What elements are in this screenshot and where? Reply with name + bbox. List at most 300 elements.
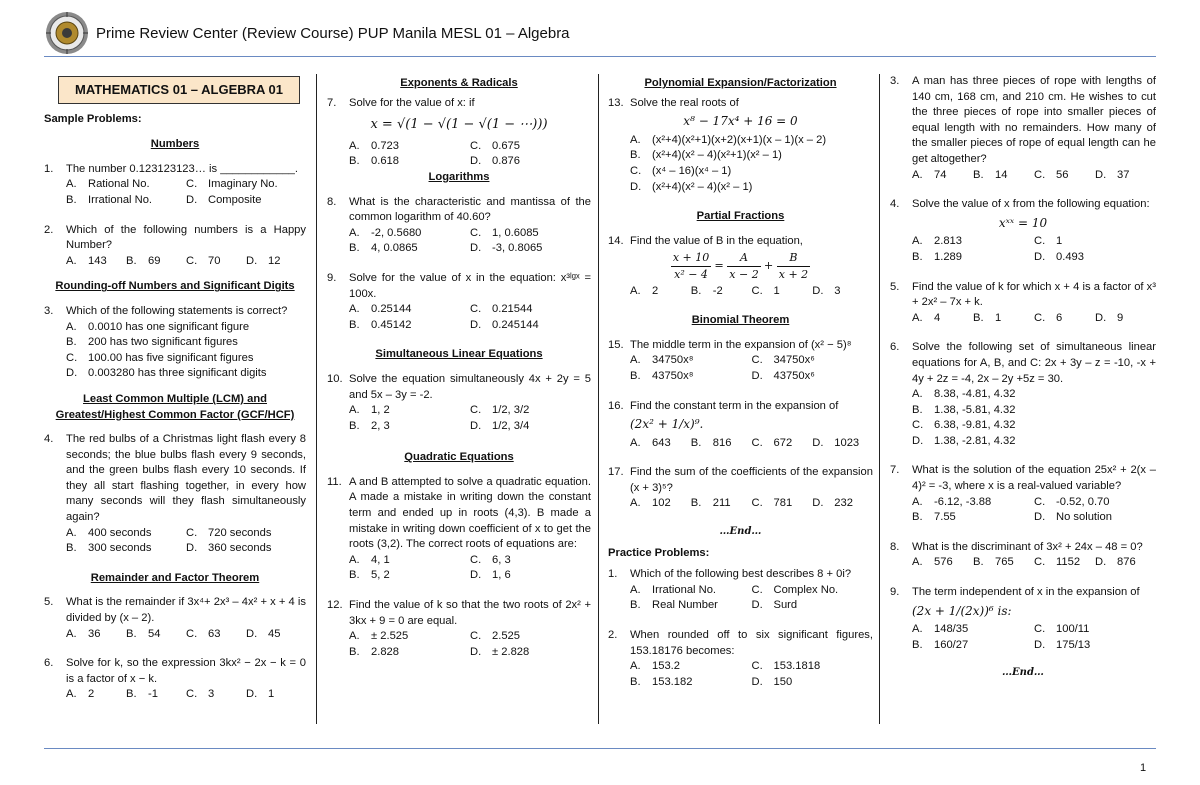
- option-text: 300 seconds: [88, 542, 152, 555]
- option-letter: D.: [470, 569, 482, 582]
- answer-options: [912, 234, 1156, 265]
- option-letter: C.: [186, 526, 198, 539]
- option-text: 8.38, -4.81, 4.32: [934, 388, 1016, 401]
- option-letter: A.: [66, 320, 77, 333]
- question-number: 9.: [890, 586, 900, 599]
- question: [890, 197, 1156, 213]
- question: [890, 585, 1156, 601]
- section-heading: Partial Fractions: [696, 210, 785, 223]
- section-heading: Remainder and Factor Theorem: [90, 571, 260, 584]
- option-text: Irrational No.: [652, 583, 717, 596]
- option-letter: A.: [912, 495, 923, 508]
- option-text: 69: [148, 254, 161, 267]
- question-number: 11.: [327, 475, 342, 488]
- question-text: A and B attempted to solve a quadratic equation. A made a mistake in writing down the constant term and ended up in roots (4,3). B made a mistake in writing down coefficient of x to get the roots (3,2). The correct roots of equations are:: [349, 475, 591, 551]
- question: [890, 74, 1156, 168]
- option-letter: C.: [66, 351, 78, 364]
- option-text: 672: [773, 436, 793, 449]
- section-heading: Greatest/Highest Common Factor (GCF/HCF): [55, 408, 295, 421]
- option-text: 12: [268, 254, 281, 267]
- question-number: 5.: [44, 596, 54, 609]
- section-heading: Numbers: [150, 138, 200, 151]
- option-text: 0.21544: [492, 303, 533, 316]
- option-letter: D.: [1034, 638, 1046, 651]
- option-letter: A.: [349, 404, 360, 417]
- answer-options: [66, 627, 306, 643]
- option-letter: B.: [126, 627, 137, 640]
- question: [44, 223, 306, 254]
- question: [890, 340, 1156, 387]
- answer-options: [349, 403, 591, 434]
- question-text: Solve the real roots of: [630, 96, 739, 109]
- option-text: (x²+4)(x²+1)(x+2)(x+1)(x – 1)(x – 2): [652, 133, 827, 146]
- option-text: 54: [148, 627, 161, 640]
- option-text: 1/2, 3/2: [492, 404, 530, 417]
- option-letter: A.: [912, 556, 923, 569]
- question: [890, 463, 1156, 494]
- option-text: 0.675: [492, 139, 520, 152]
- question-number: 7.: [890, 464, 900, 477]
- option-text: 100.00 has five significant figures: [88, 351, 254, 364]
- option-letter: C.: [186, 178, 198, 191]
- question-number: 14.: [608, 234, 624, 247]
- option-text: 175/13: [1056, 638, 1091, 651]
- option-text: 1, 0.6085: [492, 226, 539, 239]
- answer-options: [630, 133, 873, 195]
- option-text: 1: [773, 284, 780, 297]
- option-letter: C.: [1034, 495, 1046, 508]
- option-text: ± 2.525: [371, 630, 409, 643]
- option-letter: A.: [630, 436, 641, 449]
- question-number: 6.: [44, 657, 54, 670]
- option-text: 1152: [1056, 556, 1081, 569]
- option-text: 1: [1056, 235, 1063, 248]
- question-text: When rounded off to six significant figures, 153.18176 becomes:: [630, 629, 873, 657]
- answer-options: [912, 622, 1156, 653]
- option-letter: A.: [349, 139, 360, 152]
- option-letter: B.: [912, 250, 923, 263]
- question-text: Find the value of B in the equation,: [630, 234, 803, 247]
- option-text: 74: [934, 168, 947, 181]
- option-letter: C.: [470, 139, 482, 152]
- option-letter: A.: [66, 627, 77, 640]
- question-text: The red bulbs of a Christmas light flash every 8 seconds; the blue bulbs flash every 9 seconds, and the green bulbs flash every 10 seconds. If they all start flashing together, in every how many seconds will they flash simultaneously again?: [66, 433, 306, 524]
- option-text: 4, 0.0865: [371, 242, 418, 255]
- option-text: 211: [712, 497, 731, 510]
- option-letter: C.: [751, 354, 763, 367]
- question-number: 10.: [327, 372, 343, 385]
- option-text: -6.12, -3.88: [934, 495, 992, 508]
- option-letter: A.: [912, 311, 923, 324]
- section-heading: Rounding-off Numbers and Significant Digits: [55, 280, 295, 293]
- option-letter: A.: [349, 303, 360, 316]
- answer-options: [912, 387, 1156, 449]
- option-text: 3: [208, 688, 215, 701]
- option-text: 3: [834, 284, 841, 297]
- question-text: What is the solution of the equation 25x² + 2(x – 4)² = -3, where x is a real-valued variable?: [912, 464, 1156, 493]
- option-text: 43750x⁶: [773, 369, 815, 382]
- question-number: 6.: [890, 341, 900, 354]
- question-number: 8.: [890, 540, 900, 553]
- answer-options: [912, 311, 1156, 327]
- option-text: -3, 0.8065: [492, 242, 543, 255]
- option-letter: D.: [186, 542, 198, 555]
- section-heading: Least Common Multiple (LCM) and: [83, 392, 267, 405]
- option-text: 2.525: [492, 630, 520, 643]
- page-header: [44, 10, 570, 56]
- option-letter: D.: [246, 627, 258, 640]
- question-text: Solve for the value of x in the equation: x³ˡᵍˣ = 100x.: [349, 271, 591, 300]
- option-text: (x⁴ – 16)(x⁴ – 1): [652, 164, 732, 177]
- option-text: 720 seconds: [208, 526, 272, 539]
- answer-options: [66, 526, 306, 557]
- option-text: 2, 3: [371, 419, 390, 432]
- option-letter: D.: [1095, 556, 1107, 569]
- math-expression: xˣˣ = 10: [998, 215, 1048, 230]
- option-text: 0.0010 has one significant figure: [88, 320, 250, 333]
- answer-options: [349, 553, 591, 584]
- option-letter: D.: [912, 434, 924, 447]
- option-letter: D.: [751, 599, 763, 612]
- option-text: 153.182: [652, 675, 693, 688]
- question-text: Solve the following set of simultaneous linear equations for A, B, and C: 2x + 3y – z = -10, -x + 4y + 2z = -4, 2x – 2y +5z = 30.: [912, 341, 1156, 385]
- option-text: 200 has two significant figures: [88, 336, 238, 349]
- option-letter: D.: [246, 254, 258, 267]
- question-text: Find the value of k so that the two roots of 2x² + 3kx + 9 = 0 are equal.: [349, 599, 591, 627]
- option-letter: B.: [690, 497, 702, 510]
- option-text: 148/35: [934, 623, 969, 636]
- option-text: 781: [773, 497, 793, 510]
- page-number: 1: [1140, 762, 1147, 774]
- option-letter: B.: [690, 284, 702, 297]
- question-text: Which of the following numbers is a Happy Number?: [66, 223, 306, 252]
- question: [608, 399, 873, 415]
- option-text: 0.245144: [492, 318, 539, 331]
- fraction: $\frac{B}{x + 2}$: [778, 251, 809, 281]
- option-letter: D.: [66, 367, 78, 380]
- option-letter: B.: [973, 556, 984, 569]
- answer-options: [66, 320, 306, 382]
- option-text: 150: [773, 675, 793, 688]
- option-letter: B.: [349, 569, 360, 582]
- option-text: Surd: [773, 599, 798, 612]
- option-letter: A.: [66, 254, 77, 267]
- option-text: 6: [1056, 311, 1063, 324]
- question: [608, 96, 873, 112]
- fraction: $\frac{x + 10}{\text{x² − 4}}$: [672, 251, 710, 281]
- option-letter: B.: [630, 369, 641, 382]
- option-letter: C.: [630, 164, 642, 177]
- option-letter: B.: [630, 149, 641, 162]
- option-text: 7.55: [934, 511, 956, 524]
- option-text: 1.289: [934, 250, 962, 263]
- answer-options: [66, 177, 306, 208]
- answer-options: [630, 583, 873, 614]
- question-text: A man has three pieces of rope with lengths of 140 cm, 168 cm, and 210 cm. He wishes to cut the three pieces of rope into smaller pieces of equal length with no remainders. How many of the smaller pieces of rope of equal length can he get altogether?: [912, 75, 1156, 165]
- document-title: Prime Review Center (Review Course) PUP Manila MESL 01 – Algebra: [96, 24, 570, 42]
- question-text: Solve the equation simultaneously 4x + 2y = 5 and 5x – 3y = -2.: [349, 372, 591, 401]
- question: [327, 271, 591, 302]
- option-text: 1: [995, 311, 1002, 324]
- answer-options: [630, 659, 873, 690]
- question: [327, 475, 591, 553]
- option-letter: C.: [186, 627, 198, 640]
- option-letter: A.: [630, 284, 641, 297]
- question: [44, 304, 306, 320]
- question-number: 3.: [890, 75, 900, 87]
- question: [608, 465, 873, 496]
- question-number: 17.: [608, 466, 624, 479]
- section-heading: Polynomial Expansion/Factorization: [644, 77, 837, 89]
- question-text: Find the value of k for which x + 4 is a factor of x³ + 2x² – 7x + k.: [912, 280, 1156, 309]
- section-heading: Simultaneous Linear Equations: [375, 348, 543, 361]
- question-number: 9.: [327, 271, 337, 284]
- option-text: 2.828: [371, 645, 399, 658]
- option-text: 0.876: [492, 155, 520, 168]
- section-heading: Logarithms: [428, 170, 490, 183]
- option-letter: C.: [912, 419, 924, 432]
- sample-problems-label: Sample Problems:: [44, 112, 142, 125]
- column-divider: [879, 74, 880, 724]
- section-title-box: MATHEMATICS 01 – ALGEBRA 01: [58, 76, 300, 104]
- question: [44, 595, 306, 626]
- school-seal-icon: [44, 10, 90, 56]
- question: [327, 372, 591, 403]
- question-number: 4.: [890, 198, 900, 211]
- option-text: 70: [208, 254, 221, 267]
- option-text: 1/2, 3/4: [492, 419, 530, 432]
- option-text: 876: [1117, 556, 1136, 569]
- option-letter: D.: [812, 436, 824, 449]
- question-number: 1.: [608, 568, 618, 581]
- math-expression: x⁸ − 17x⁴ + 16 = 0: [683, 114, 798, 129]
- section-heading: Binomial Theorem: [691, 314, 790, 327]
- option-letter: D.: [186, 193, 198, 206]
- option-letter: B.: [349, 242, 360, 255]
- option-text: 160/27: [934, 638, 969, 651]
- question-number: 16.: [608, 399, 624, 412]
- section-heading: Quadratic Equations: [404, 451, 514, 464]
- option-letter: A.: [912, 168, 923, 181]
- option-letter: B.: [630, 675, 641, 688]
- question: [44, 656, 306, 687]
- option-letter: A.: [66, 526, 77, 539]
- option-text: Real Number: [652, 599, 718, 612]
- option-text: Imaginary No.: [208, 178, 278, 191]
- option-text: 0.723: [371, 139, 399, 152]
- option-text: Irrational No.: [88, 193, 153, 206]
- option-letter: D.: [751, 369, 763, 382]
- option-text: 102: [652, 497, 671, 510]
- option-letter: B.: [66, 193, 77, 206]
- column-1: [44, 74, 306, 703]
- option-letter: B.: [349, 419, 360, 432]
- option-text: 232: [834, 497, 853, 510]
- question: [890, 540, 1156, 556]
- option-text: 1.38, -2.81, 4.32: [934, 434, 1016, 447]
- option-letter: C.: [1034, 168, 1046, 181]
- option-text: 1, 2: [371, 404, 390, 417]
- footer-divider: [44, 748, 1156, 749]
- option-letter: C.: [470, 226, 482, 239]
- answer-options: [349, 302, 591, 333]
- option-letter: A.: [912, 623, 923, 636]
- answer-options: [912, 168, 1156, 184]
- option-letter: A.: [66, 688, 77, 701]
- option-text: 576: [934, 556, 953, 569]
- option-letter: A.: [630, 497, 641, 510]
- option-letter: C.: [751, 497, 763, 510]
- option-letter: D.: [246, 688, 258, 701]
- option-text: 5, 2: [371, 569, 390, 582]
- question-text: Which of the following statements is correct?: [66, 304, 288, 317]
- option-text: 4: [934, 311, 941, 324]
- option-text: 765: [995, 556, 1014, 569]
- option-text: 4, 1: [371, 553, 390, 566]
- option-text: 1: [268, 688, 275, 701]
- option-text: (x²+4)(x² – 4)(x² – 1): [652, 180, 753, 193]
- question-text: What is the discriminant of 3x² + 24x – 48 = 0?: [912, 540, 1143, 553]
- option-text: ± 2.828: [492, 645, 530, 658]
- option-text: 0.003280 has three significant digits: [88, 367, 267, 380]
- option-letter: D.: [1034, 250, 1046, 263]
- question: [608, 628, 873, 659]
- question-number: 12.: [327, 599, 343, 612]
- end-marker: …End…: [1002, 667, 1044, 679]
- option-text: 43750x⁸: [652, 369, 694, 382]
- option-letter: D.: [470, 242, 482, 255]
- option-letter: A.: [349, 630, 360, 643]
- option-letter: B.: [690, 436, 702, 449]
- option-letter: C.: [186, 688, 198, 701]
- option-text: 643: [652, 436, 671, 449]
- section-heading: Exponents & Radicals: [400, 77, 518, 89]
- option-letter: B.: [349, 155, 360, 168]
- option-letter: C.: [751, 436, 763, 449]
- option-letter: D.: [470, 419, 482, 432]
- option-text: -1: [148, 688, 158, 701]
- option-text: -0.52, 0.70: [1056, 495, 1110, 508]
- option-letter: A.: [66, 178, 77, 191]
- option-letter: D.: [751, 675, 763, 688]
- option-letter: B.: [973, 168, 984, 181]
- option-letter: A.: [630, 354, 641, 367]
- option-text: 63: [208, 627, 221, 640]
- option-letter: B.: [66, 336, 77, 349]
- option-letter: C.: [1034, 623, 1046, 636]
- option-text: 400 seconds: [88, 526, 152, 539]
- option-text: Complex No.: [773, 583, 839, 596]
- option-letter: C.: [1034, 235, 1046, 248]
- option-text: 153.2: [652, 660, 680, 673]
- option-text: 816: [712, 436, 732, 449]
- option-letter: D.: [470, 645, 482, 658]
- option-letter: C.: [470, 404, 482, 417]
- question-text: The number 0.123123123… is ____________.: [66, 162, 299, 175]
- option-letter: B.: [126, 688, 137, 701]
- option-letter: B.: [126, 254, 137, 267]
- column-2: [327, 74, 591, 660]
- option-text: 37: [1117, 168, 1130, 181]
- option-text: Rational No.: [88, 178, 150, 191]
- option-text: 143: [88, 254, 107, 267]
- column-4: [890, 74, 1156, 687]
- option-letter: D.: [1095, 311, 1107, 324]
- fraction-equation: $\frac{x + 10}{\text{x² − 4}}$ = $\frac{A}{x - 2}$ + $\frac{B}{x + 2}$: [672, 251, 809, 281]
- option-letter: B.: [349, 318, 360, 331]
- column-divider: [598, 74, 599, 724]
- option-letter: C.: [751, 660, 763, 673]
- option-letter: D.: [1034, 511, 1046, 524]
- option-text: 1023: [834, 436, 860, 449]
- answer-options: [630, 496, 873, 512]
- option-text: 34750x⁶: [773, 354, 815, 367]
- option-letter: D.: [812, 284, 824, 297]
- option-letter: A.: [630, 583, 641, 596]
- question-text: Find the sum of the coefficients of the expansion (x + 3)⁵?: [630, 466, 873, 494]
- answer-options: [912, 555, 1156, 571]
- answer-options: [630, 353, 873, 384]
- end-marker: …End…: [719, 526, 762, 538]
- option-text: 45: [268, 627, 281, 640]
- question-text: Solve for k, so the expression 3kx² − 2x − k = 0 is a factor of x − k.: [66, 657, 306, 685]
- answer-options: [349, 629, 591, 660]
- question-number: 15.: [608, 338, 624, 351]
- answer-options: [349, 226, 591, 257]
- question: [327, 96, 591, 112]
- question-number: 3.: [44, 304, 54, 317]
- option-letter: B.: [912, 403, 923, 416]
- answer-options: [349, 139, 591, 170]
- question: [608, 567, 873, 583]
- option-text: 100/11: [1056, 623, 1090, 636]
- option-text: 2: [88, 688, 95, 701]
- question-number: 2.: [608, 629, 618, 642]
- question: [890, 280, 1156, 311]
- option-letter: A.: [349, 226, 360, 239]
- question-text: Solve for the value of x: if: [349, 96, 475, 109]
- option-text: 0.25144: [371, 303, 412, 316]
- practice-problems-label: Practice Problems:: [608, 546, 710, 559]
- option-letter: C.: [470, 553, 482, 566]
- option-text: 9: [1117, 311, 1124, 324]
- answer-options: [66, 254, 306, 270]
- answer-options: [66, 687, 306, 703]
- question-text: What is the characteristic and mantissa of the common logarithm of 40.60?: [349, 195, 591, 224]
- option-letter: C.: [751, 284, 763, 297]
- option-text: No solution: [1056, 511, 1112, 524]
- option-letter: D.: [812, 497, 824, 510]
- option-letter: C.: [186, 254, 198, 267]
- option-letter: B.: [630, 599, 641, 612]
- option-text: 6.38, -9.81, 4.32: [934, 419, 1016, 432]
- column-divider: [316, 74, 317, 724]
- option-letter: A.: [912, 388, 923, 401]
- question: [44, 162, 306, 178]
- option-text: Composite: [208, 193, 262, 206]
- question-number: 7.: [327, 96, 337, 109]
- question-text: The term independent of x in the expansion of: [912, 586, 1140, 599]
- question-text: Solve the value of x from the following equation:: [912, 198, 1150, 211]
- question: [327, 598, 591, 629]
- option-text: 0.493: [1056, 250, 1084, 263]
- question-number: 4.: [44, 433, 54, 446]
- option-letter: C.: [470, 303, 482, 316]
- option-text: -2, 0.5680: [371, 226, 422, 239]
- option-text: 14: [995, 168, 1008, 181]
- option-letter: D.: [470, 318, 482, 331]
- option-letter: B.: [66, 542, 77, 555]
